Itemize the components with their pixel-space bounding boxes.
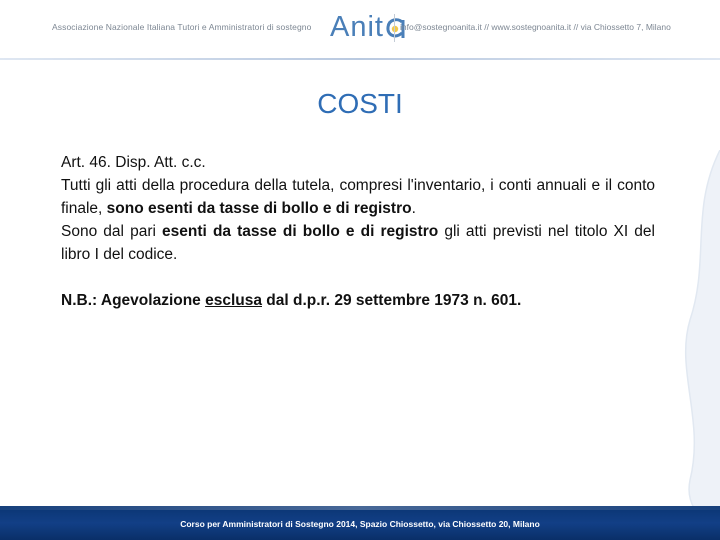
footer-highlight [0, 506, 720, 510]
paragraph-1: Tutti gli atti della procedura della tutela, compresi l'inventario, i conti annuali e il conto finale, sono esenti da tasse di bollo e di registro. [61, 177, 655, 217]
emphasis-excluded: esclusa [205, 292, 262, 309]
logo-text: Anit [330, 11, 384, 43]
paragraph-spacer [61, 266, 655, 289]
contact-info: info@sostegnoanita.it // www.sostegnoanita.it // via Chiossetto 7, Milano [400, 22, 671, 32]
header-bar [0, 0, 720, 58]
header-underline [0, 58, 720, 60]
header-divider [394, 14, 395, 42]
article-reference: Art. 46. Disp. Att. c.c. [61, 154, 206, 171]
emphasis-exempt-1: sono esenti da tasse di bollo e di registro [106, 200, 412, 217]
emphasis-exempt-2: esenti da tasse di bollo e di registro [162, 223, 439, 240]
paragraph-2: Sono dal pari esenti da tasse di bollo e di registro gli atti previsti nel titolo XI del libro I del codice. [61, 223, 655, 263]
footer-text: Corso per Amministratori di Sostegno 2014, Spazio Chiossetto, via Chiossetto 20, Milano [180, 519, 540, 529]
slide-title: COSTI [317, 88, 403, 119]
decorative-wave [660, 150, 720, 530]
nota-bene: N.B.: Agevolazione esclusa dal d.p.r. 29 settembre 1973 n. 601. [61, 292, 522, 309]
anita-logo [330, 8, 407, 46]
slide-content [61, 151, 655, 312]
association-name: Associazione Nazionale Italiana Tutori e Amministratori di sostegno [52, 22, 312, 32]
